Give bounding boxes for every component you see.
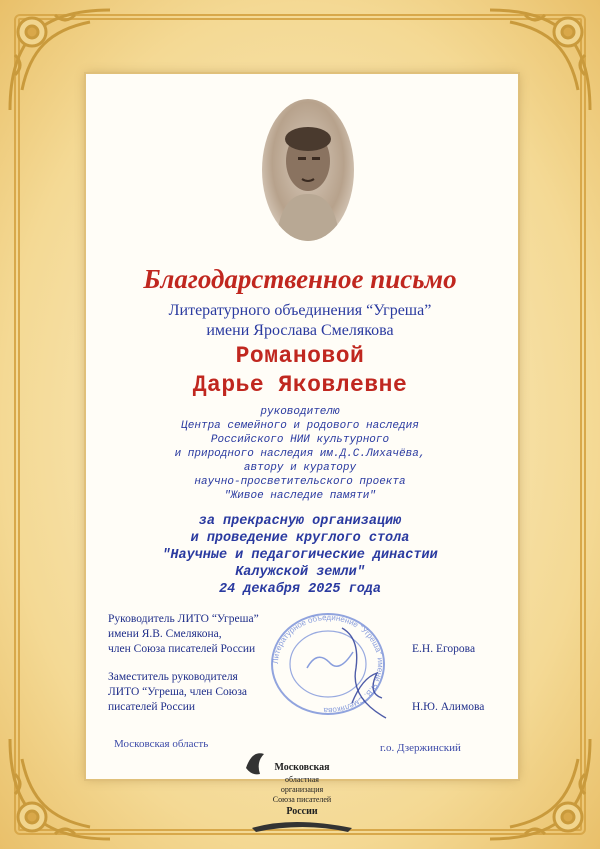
stamp-text: Литературное объединение "Угреша" имени Я.В. Смелякова <box>270 612 386 716</box>
reason-line: за прекрасную организацию <box>198 514 402 529</box>
signer-2-name: Н.Ю. Алимова <box>412 701 485 713</box>
logo-text: Союза писателей <box>272 795 332 804</box>
footer-city: г.о. Дзержинский <box>380 742 461 754</box>
signature-block-1 <box>108 612 259 657</box>
recipient-surname: Романовой <box>235 343 365 369</box>
book-icon <box>252 822 352 832</box>
org-line-2: имени Ярослава Смелякова <box>206 322 394 339</box>
logo-text: областная <box>285 775 319 784</box>
role-line: и природного наследия им.Д.С.Лихачёва, <box>174 448 426 460</box>
logo-text: Московская <box>274 762 330 773</box>
sig2-line: ЛИТО “Угреша, член Союза <box>108 686 247 698</box>
logo-text: организация <box>280 785 324 794</box>
role-line: руководителю <box>260 406 340 418</box>
quill-icon <box>246 753 264 774</box>
sig1-line: член Союза писателей России <box>108 643 256 655</box>
org-line-1: Литературного объединения “Угреша” <box>168 302 432 319</box>
role-line: "Живое наследие памяти" <box>224 490 376 502</box>
event-date: 24 декабря 2025 года <box>218 582 382 597</box>
footer-region: Московская область <box>114 738 209 750</box>
sig2-line: Заместитель руководителя <box>108 671 238 683</box>
role-line: научно-просветительского проекта <box>194 476 406 488</box>
signature-block-2 <box>108 670 247 715</box>
role-line: Российского НИИ культурного <box>210 434 390 446</box>
portrait-photo <box>262 99 354 241</box>
recipient-name: Дарье Яковлевне <box>192 372 408 398</box>
signer-1-name: Е.Н. Егорова <box>412 643 476 655</box>
sig1-line: Руководитель ЛИТО “Угреша” <box>108 613 259 625</box>
writers-union-logo <box>238 748 364 834</box>
logo-text: России <box>286 806 318 817</box>
reason-line: "Научные и педагогические династии <box>162 548 438 563</box>
role-line: автору и куратору <box>243 462 357 474</box>
sig1-line: имени Я.В. Смелякона, <box>108 628 222 640</box>
sig2-line: писателей России <box>108 701 196 713</box>
reason-line: и проведение круглого стола <box>190 531 410 546</box>
letter-title: Благодарственное письмо <box>143 264 457 294</box>
reason-line: Калужской земли" <box>235 565 365 580</box>
round-stamp <box>262 608 394 720</box>
role-line: Центра семейного и родового наследия <box>181 420 419 432</box>
